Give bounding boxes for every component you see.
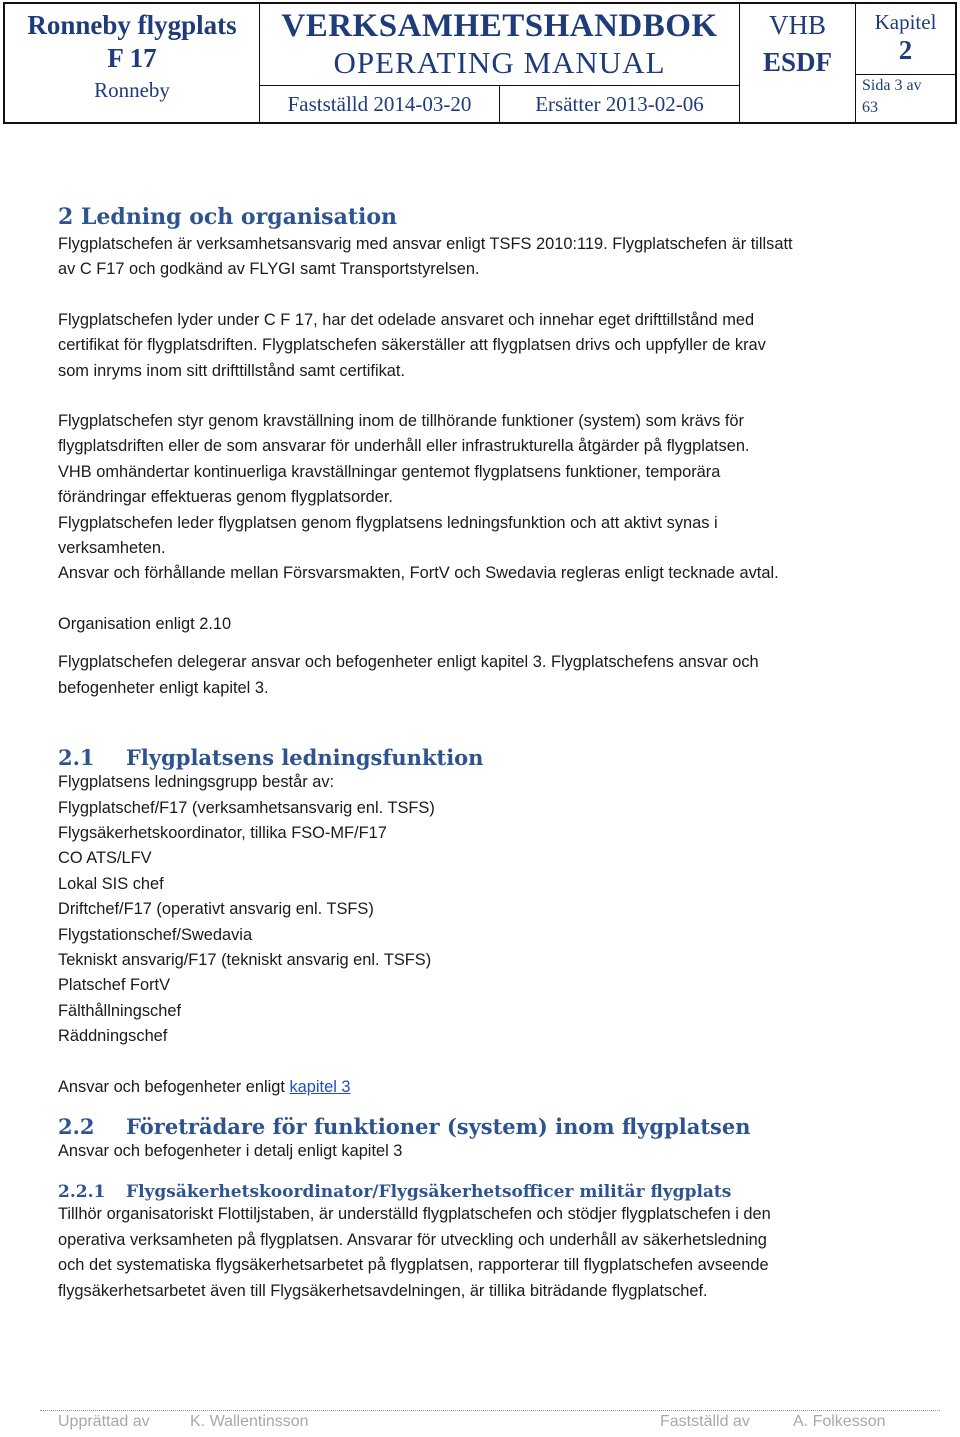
spacer bbox=[58, 1050, 908, 1075]
paragraph-line: Flygplatschefen delegerar ansvar och befogenheter enligt kapitel 3. Flygplatschefens ansvar och bbox=[58, 653, 759, 672]
member-item: CO ATS/LFV bbox=[58, 849, 152, 868]
document-body bbox=[58, 200, 908, 1304]
section-title: Flygplatsens ledningsfunktion bbox=[126, 745, 484, 771]
paragraph-line: Ansvar och befogenheter i detalj enligt kapitel 3 bbox=[58, 1141, 403, 1160]
member-item: Räddningschef bbox=[58, 1027, 168, 1046]
spacer bbox=[58, 587, 908, 612]
header-dates bbox=[260, 85, 739, 122]
section-heading-2-1 bbox=[58, 745, 908, 770]
paragraph-line: Flygplatschefen är verksamhetsansvarig med ansvar enligt TSFS 2010:119. Flygplatschefen är tillsatt bbox=[58, 235, 793, 253]
header-unit: F 17 bbox=[107, 43, 157, 73]
member-item: Flygsäkerhetskoordinator, tillika FSO-MF/F17 bbox=[58, 823, 387, 842]
member-item: Lokal SIS chef bbox=[58, 874, 164, 893]
footer-approved-by: A. Folkesson bbox=[793, 1413, 886, 1430]
header-chapter-label: Kapitel bbox=[874, 10, 937, 34]
paragraph-line: förändringar effektueras genom flygplatsorder. bbox=[58, 488, 393, 507]
spacer bbox=[58, 1164, 908, 1182]
page-header bbox=[3, 2, 957, 124]
header-vhb-cell bbox=[740, 4, 856, 122]
spacer bbox=[58, 701, 908, 745]
header-replaces: Ersätter 2013-02-06 bbox=[535, 91, 704, 116]
paragraph-line: flygplatsdriften eller de som ansvarar för underhåll eller infrastrukturella åtgärder på flygplatsen. bbox=[58, 437, 750, 456]
paragraph-line: och det systematiska flygsäkerhetsarbetet på flygplatsen, rapporterar till flygplatschefen avseende bbox=[58, 1256, 769, 1275]
header-page-label: Sida 3 av bbox=[862, 77, 922, 94]
paragraph-line: av C F17 och godkänd av FLYGI samt Transportstyrelsen. bbox=[58, 260, 480, 279]
paragraph-line: flygsäkerhetsarbetet även till Flygsäkerhetsavdelningen, är tillika biträdande flygplatschef. bbox=[58, 1281, 708, 1300]
header-chapter-cell bbox=[856, 4, 955, 122]
section-number: 2.2 bbox=[58, 1113, 95, 1139]
paragraph-line: Flygplatschefen styr genom kravställning inom de tillhörande funktioner (system) som krävs för bbox=[58, 412, 744, 431]
header-airport-cell bbox=[5, 4, 260, 122]
member-item: Platschef FortV bbox=[58, 976, 171, 995]
spacer bbox=[58, 283, 908, 308]
paragraph-line: som inryms inom sitt drifttillstånd samt certifikat. bbox=[58, 361, 406, 380]
paragraph-line: certifikat för flygplatsdriften. Flygplatschefen säkerställer att flygplatsen drivs och uppfyller de krav bbox=[58, 336, 766, 355]
paragraph-line: befogenheter enligt kapitel 3. bbox=[58, 678, 269, 697]
footer-prepared-by: K. Wallentinsson bbox=[190, 1413, 309, 1430]
section-number: 2.2.1 bbox=[58, 1182, 106, 1203]
spacer bbox=[58, 1100, 908, 1114]
section-title: Företrädare för funktioner (system) inom flygplatsen bbox=[126, 1113, 751, 1139]
section-title: Flygsäkerhetskoordinator/Flygsäkerhetsofficer militär flygplats bbox=[126, 1182, 732, 1203]
paragraph-line: verksamheten. bbox=[58, 539, 166, 558]
header-location: Ronneby bbox=[94, 78, 170, 102]
section-heading-2: 2 Ledning och organisation bbox=[58, 204, 398, 230]
header-established: Fastställd 2014-03-20 bbox=[260, 86, 500, 122]
spacer bbox=[58, 384, 908, 409]
section-heading-2-2 bbox=[58, 1114, 908, 1139]
spacer bbox=[58, 637, 908, 650]
paragraph-line: VHB omhändertar kontinuerliga kravställningar gentemot flygplatsens funktioner, temporära bbox=[58, 462, 721, 481]
member-item: Flygplatschef/F17 (verksamhetsansvarig enl. TSFS) bbox=[58, 798, 435, 817]
paragraph-line: Flygplatsens ledningsgrupp består av: bbox=[58, 773, 335, 792]
header-title: VERKSAMHETSHANDBOK bbox=[281, 8, 718, 44]
footer-approved-label: Fastställd av bbox=[660, 1413, 750, 1430]
header-subtitle: OPERATING MANUAL bbox=[333, 45, 666, 80]
paragraph-line: Flygplatschefen leder flygplatsen genom flygplatsens ledningsfunktion och att aktivt synas i bbox=[58, 513, 718, 532]
member-item: Fälthållningschef bbox=[58, 1001, 182, 1020]
header-airport: Ronneby flygplats bbox=[27, 10, 237, 40]
paragraph-line: operativa verksamheten på flygplatsen. Ansvarar för utveckling och underhåll av säkerhetsledning bbox=[58, 1230, 767, 1249]
header-chapter-number: 2 bbox=[898, 35, 913, 65]
header-esdf: ESDF bbox=[762, 47, 833, 77]
section-number: 2.1 bbox=[58, 745, 95, 771]
section-heading-2-2-1 bbox=[58, 1182, 908, 1202]
header-title-cell bbox=[260, 4, 740, 122]
paragraph-line: Flygplatschefen lyder under C F 17, har det odelade ansvaret och innehar eget drifttillstånd med bbox=[58, 310, 755, 329]
chapter-3-link[interactable]: kapitel 3 bbox=[289, 1077, 351, 1096]
header-vhb: VHB bbox=[768, 10, 826, 40]
header-page-total: 63 bbox=[862, 99, 878, 116]
reference-text: Ansvar och befogenheter enligt bbox=[58, 1077, 290, 1096]
member-item: Tekniskt ansvarig/F17 (tekniskt ansvarig enl. TSFS) bbox=[58, 950, 432, 969]
page-footer bbox=[40, 1410, 940, 1437]
footer-prepared-label: Upprättad av bbox=[58, 1413, 150, 1430]
member-item: Flygstationschef/Swedavia bbox=[58, 925, 253, 944]
paragraph-line: Ansvar och förhållande mellan Försvarsmakten, FortV och Swedavia regleras enligt tecknade avtal. bbox=[58, 564, 779, 583]
header-page-info bbox=[856, 74, 955, 122]
member-item: Driftchef/F17 (operativt ansvarig enl. TSFS) bbox=[58, 900, 374, 919]
paragraph-line: Tillhör organisatoriskt Flottiljstaben, är underställd flygplatschefen och stödjer flygplatschefen i den bbox=[58, 1205, 771, 1224]
reference-line bbox=[58, 1075, 908, 1100]
paragraph-line: Organisation enligt 2.10 bbox=[58, 614, 232, 633]
